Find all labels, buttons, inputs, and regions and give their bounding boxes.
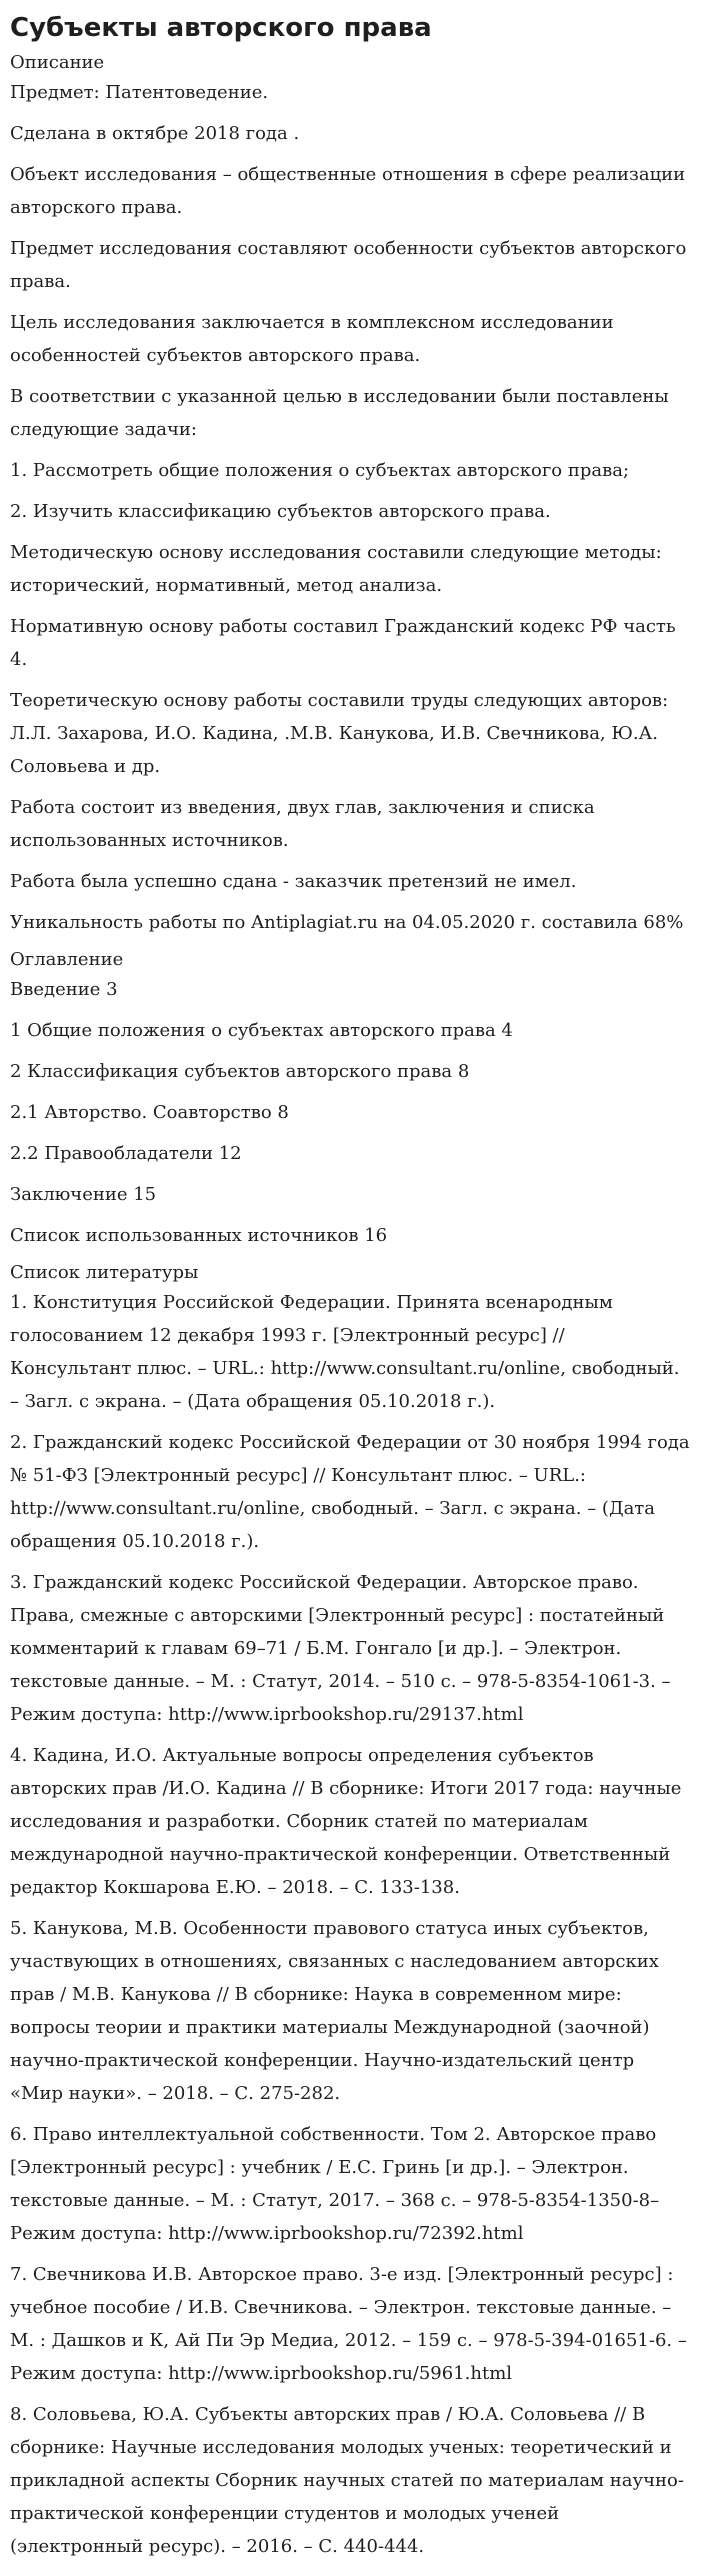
description-paragraph: Теоретическую основу работы составили труды следующих авторов: Л.Л. Захарова, И.О. Кадина, .М.В. Канукова, И.В. Свечникова, Ю.А. Соловьева и др. [10,690,669,777]
toc-item: 2 Классификация субъектов авторского права 8 [10,1061,470,1082]
reference-item: 3. Гражданский кодекс Российской Федерации. Авторское право. Права, смежные с авторскими [Электронный ресурс] : постатейный комментарий к главам 69–71 / Б.М. Гонгало [и др.]. – Электрон. текстовые данные. – М. : Статут, 2014. – 510 c. – 978-5-8354-1061-3. – Режим доступа: http://www.iprbookshop.ru/29137.html [10,1572,671,1725]
description-paragraph: 1. Рассмотреть общие положения о субъектах авторского права; [10,460,630,481]
description-paragraph: Работа была успешно сдана - заказчик претензий не имел. [10,871,577,892]
description-paragraph: Объект исследования – общественные отношения в сфере реализации авторского права. [10,164,686,218]
page-title: Субъекты авторского права [10,13,432,43]
references-heading: Список литературы [10,1262,199,1283]
description-paragraph: Предмет исследования составляют особенности субъектов авторского права. [10,238,687,292]
reference-item: 8. Соловьева, Ю.А. Субъекты авторских прав / Ю.А. Соловьева // В сборнике: Научные исследования молодых ученых: теоретический и прикладной аспекты Сборник научных статей по материалам научно-практической конференции студентов и молодых ученей (электронный ресурс). – 2016. – С. 440-444. [10,2404,684,2557]
description-paragraph: Уникальность работы по Antiplagiat.ru на 04.05.2020 г. составила 68% [10,912,684,933]
reference-item: 4. Кадина, И.О. Актуальные вопросы определения субъектов авторских прав /И.О. Кадина // В сборнике: Итоги 2017 года: научные исследования и разработки. Сборник статей по материалам международной научно-практической конференции. Ответственный редактор Кокшарова Е.Ю. – 2018. – С. 133-138. [10,1745,682,1898]
toc-item: Введение 3 [10,979,118,1000]
description-heading: Описание [10,52,105,73]
toc-item: 2.2 Правообладатели 12 [10,1143,242,1164]
toc-item: Список использованных источников 16 [10,1225,388,1246]
description-paragraph: 2. Изучить классификацию субъектов авторского права. [10,501,551,522]
reference-item: 7. Свечникова И.В. Авторское право. 3-е изд. [Электронный ресурс] : учебное пособие / И.В. Свечникова. – Электрон. текстовые данные. – М. : Дашков и К, Ай Пи Эр Медиа, 2012. – 159 c. – 978-5-394-01651-6. – Режим доступа: http://www.iprbookshop.ru/5961.html [10,2264,687,2384]
description-paragraph: Сделана в октябре 2018 года . [10,123,300,144]
description-paragraph: Работа состоит из введения, двух глав, заключения и списка использованных источников. [10,797,595,851]
toc-section [10,973,691,1252]
description-paragraph: В соответствии с указанной целью в исследовании были поставлены следующие задачи: [10,386,669,440]
toc-item: 2.1 Авторство. Соавторство 8 [10,1102,289,1123]
reference-item: 1. Конституция Российской Федерации. Принята всенародным голосованием 12 декабря 1993 г. [Электронный ресурс] // Консультант плюс. – URL.: http://www.consultant.ru/online, свободный. – Загл. с экрана. – (Дата обращения 05.10.2018 г.). [10,1292,680,1412]
reference-item: 5. Канукова, М.В. Особенности правового статуса иных субъектов, участвующих в отношениях, связанных с наследованием авторских прав / М.В. Канукова // В сборнике: Наука в современном мире: вопросы теории и практики материалы Международной (заочной) научно-практической конференции. Научно-издательский центр «Мир науки». – 2018. – С. 275-282. [10,1918,659,2104]
reference-item: 2. Гражданский кодекс Российской Федерации от 30 ноября 1994 года № 51-ФЗ [Электронный ресурс] // Консультант плюс. – URL.: http://www.consultant.ru/online, свободный. – Загл. с экрана. – (Дата обращения 05.10.2018 г.). [10,1432,690,1552]
description-paragraph: Цель исследования заключается в комплексном исследовании особенностей субъектов авторского права. [10,312,614,366]
toc-heading: Оглавление [10,949,124,970]
references-section [10,1286,691,2563]
description-paragraph: Методическую основу исследования составили следующие методы: исторический, нормативный, метод анализа. [10,542,662,596]
description-paragraph: Нормативную основу работы составил Гражданский кодекс РФ часть 4. [10,616,676,670]
reference-item: 6. Право интеллектуальной собственности. Том 2. Авторское право [Электронный ресурс] : учебник / Е.С. Гринь [и др.]. – Электрон. текстовые данные. – М. : Статут, 2017. – 368 c. – 978-5-8354-1350-8– Режим доступа: http://www.iprbookshop.ru/72392.html [10,2124,660,2244]
description-paragraph: Предмет: Патентоведение. [10,82,269,103]
toc-item: 1 Общие положения о субъектах авторского права 4 [10,1020,513,1041]
toc-item: Заключение 15 [10,1184,157,1205]
description-section [10,76,691,939]
